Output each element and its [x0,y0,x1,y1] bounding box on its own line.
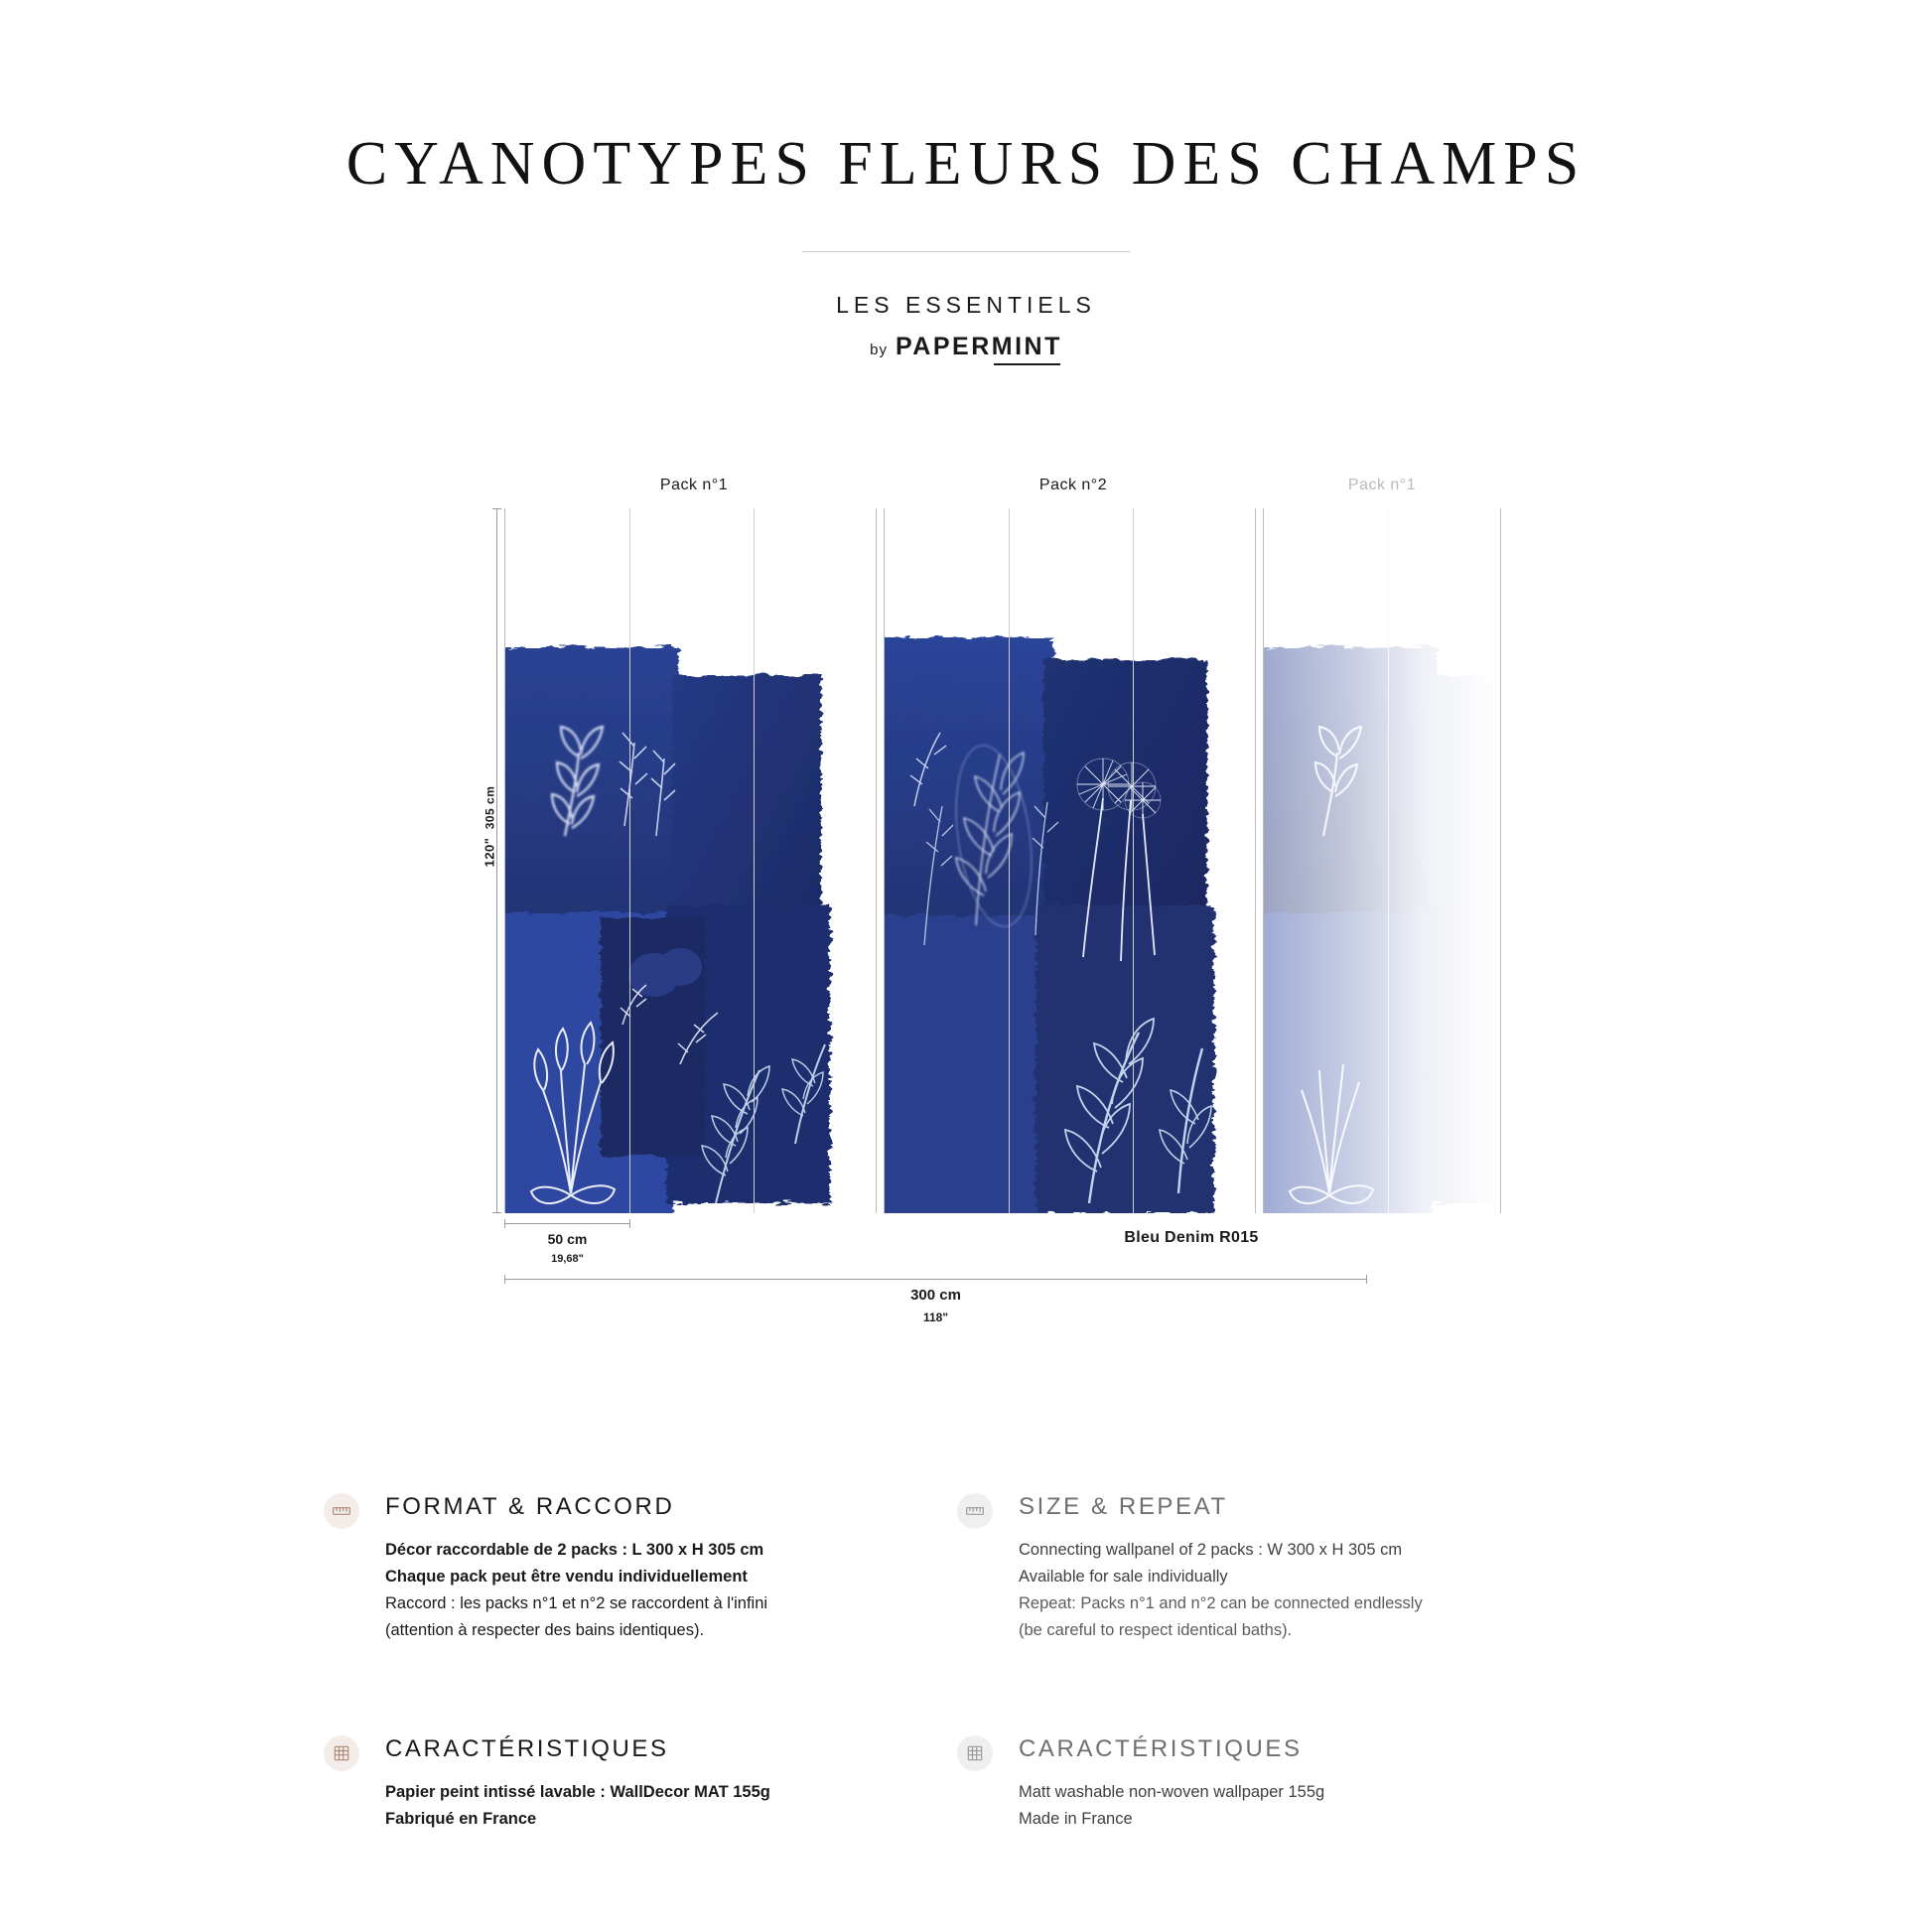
height-cm: 305 cm [483,785,497,830]
spec-body [385,1590,941,1644]
brand-byline [0,333,1932,361]
spec-line: Repeat: Packs n°1 and n°2 can be connected endlessly [1019,1594,1423,1612]
spec-line: Papier peint intissé lavable : WallDecor MAT 155g [385,1783,770,1801]
collection-name: LES ESSENTIELS [836,292,1096,318]
specs-column-fr [385,1489,941,1890]
cyanotype-artwork-3 [1264,508,1500,1213]
pack-3-artwork [1264,508,1500,1213]
spec-line: (attention à respecter des bains identiques). [385,1621,705,1639]
pack-3-repeat-panel [1263,508,1501,1213]
ruler-icon [324,1493,359,1529]
spec-title: CARACTÉRISTIQUES [385,1735,669,1762]
spec-line: Fabriqué en France [385,1810,537,1828]
total-width-in: 118" [922,1311,949,1324]
spec-block-caracteristiques-en [1019,1735,1575,1833]
spec-body-bold [385,1537,941,1590]
ruler-icon [957,1493,993,1529]
spec-title: FORMAT & RACCORD [385,1493,675,1520]
total-width-dimension-line [504,1279,1367,1280]
wallpaper-preview [0,467,1932,1320]
spec-line: Available for sale individually [1019,1568,1228,1586]
pack-1-label: Pack n°1 [659,477,729,493]
spec-line: Matt washable non-woven wallpaper 155g [1019,1783,1325,1801]
spec-block-caracteristiques-fr [385,1735,941,1833]
spec-line: Made in France [1019,1810,1133,1828]
spec-title: CARACTÉRISTIQUES [1019,1735,1303,1762]
page-title: CYANOTYPES FLEURS DES CHAMPS [345,130,1587,198]
pack-1-panel [504,508,877,1213]
strip-width-dimension-line [504,1223,630,1224]
material-icon [324,1735,359,1771]
spec-line: Connecting wallpanel of 2 packs : W 300 x H 305 cm [1019,1541,1403,1559]
strip-width-in: 19,68" [551,1253,584,1265]
spec-line: Raccord : les packs n°1 et n°2 se raccordent à l'infini [385,1594,768,1612]
total-width-cm: 300 cm [910,1287,961,1304]
height-dimension-label [482,786,496,868]
spec-line: Décor raccordable de 2 packs : L 300 x H 305 cm [385,1541,764,1559]
material-icon [957,1735,993,1771]
spec-block-size-repeat [1019,1493,1575,1644]
spec-line: Chaque pack peut être vendu individuellement [385,1568,748,1586]
colorway-label: Bleu Denim R015 [1124,1229,1259,1246]
pack-1-artwork [505,508,876,1213]
cyanotype-artwork-2 [885,508,1255,1213]
spec-block-format-raccord [385,1493,941,1644]
document-header [0,0,1932,361]
title-divider [802,251,1130,252]
brand-name [896,333,1062,360]
spec-title: SIZE & REPEAT [1019,1493,1228,1520]
spec-body-bold [1019,1779,1575,1833]
spec-line: (be careful to respect identical baths). [1019,1621,1293,1639]
spec-body-bold [1019,1537,1575,1590]
spec-body [1019,1590,1575,1644]
height-inches: 120" [482,837,497,868]
byline-by: by [870,342,888,358]
pack-2-panel [884,508,1256,1213]
brand-name-start: PAPER [895,333,992,360]
brand-name-end: MINT [991,333,1062,360]
pack-3-label: Pack n°1 [1347,477,1417,493]
pack-2-artwork [885,508,1255,1213]
cyanotype-artwork-1 [505,508,876,1213]
specs-column-en [1019,1489,1575,1890]
spec-body-bold [385,1779,941,1833]
pack-2-label: Pack n°2 [1038,477,1108,493]
strip-width-cm: 50 cm [547,1231,588,1247]
